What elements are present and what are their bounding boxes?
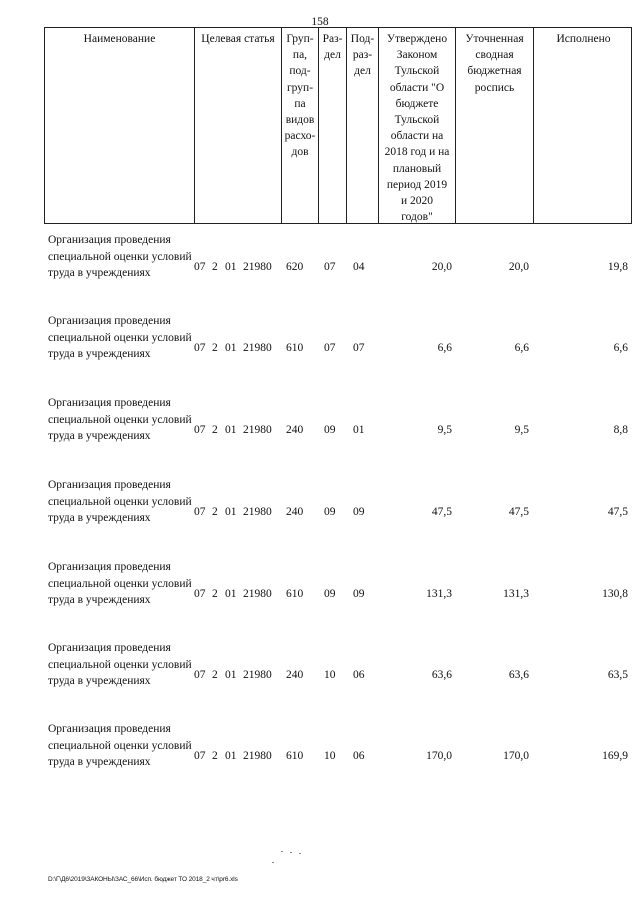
target-article-subprogram: 2 xyxy=(212,342,218,354)
header-line: дел xyxy=(354,65,371,78)
executed-amount: 8,8 xyxy=(613,424,628,436)
target-article-program: 07 xyxy=(194,750,206,762)
header-line: па, xyxy=(292,49,308,62)
row-name: Организация проведения специальной оценки условий труда в учреждениях xyxy=(48,642,192,687)
scan-artifact xyxy=(272,862,274,863)
header-executed: Исполнено xyxy=(556,33,611,45)
expense-group: 240 xyxy=(286,424,304,436)
subsection-code: 06 xyxy=(353,750,365,762)
target-article-program: 07 xyxy=(194,669,206,681)
executed-amount: 47,5 xyxy=(607,506,628,518)
refined-amount: 63,6 xyxy=(508,669,529,681)
header-refined xyxy=(456,28,534,223)
target-article-direction: 21980 xyxy=(243,669,272,681)
approved-amount: 63,6 xyxy=(431,669,452,681)
scan-artifact xyxy=(281,851,283,852)
footer-file-path: D:\Г\Д6\2019\ЗАКОНЫ\ЗАС_66\Исп. бюджет ТО 2018_2 чт\pr6.xls xyxy=(48,876,238,883)
header-line: Под- xyxy=(350,33,375,45)
refined-amount: 170,0 xyxy=(503,750,529,762)
expense-group: 610 xyxy=(286,342,304,354)
header-line: период 2019 xyxy=(386,178,448,191)
refined-amount: 47,5 xyxy=(508,506,529,518)
target-article-program: 07 xyxy=(194,588,206,600)
header-line: области "О xyxy=(389,81,445,94)
refined-amount: 6,6 xyxy=(514,342,529,354)
header-line: Утверждено xyxy=(386,33,448,45)
header-line: видов xyxy=(285,114,315,127)
header-line: дел xyxy=(324,49,341,62)
target-article-direction: 21980 xyxy=(243,424,272,436)
section-code: 07 xyxy=(324,261,336,273)
refined-amount: 9,5 xyxy=(514,424,529,436)
target-article-direction: 21980 xyxy=(243,506,272,518)
header-line: под- xyxy=(289,65,311,78)
header-line: Тульской xyxy=(394,65,440,78)
row-name: Организация проведения специальной оценки условий труда в учреждениях xyxy=(48,723,192,768)
target-article-direction: 21980 xyxy=(243,750,272,762)
row-name: Организация проведения специальной оценки условий труда в учреждениях xyxy=(48,234,192,279)
target-article-subprogram: 2 xyxy=(212,669,218,681)
header-subsection xyxy=(347,28,379,223)
expense-group: 240 xyxy=(286,669,304,681)
expense-group: 610 xyxy=(286,750,304,762)
target-article-event: 01 xyxy=(225,342,237,354)
expense-group: 620 xyxy=(286,261,304,273)
header-line: бюджете xyxy=(395,97,439,110)
target-article-subprogram: 2 xyxy=(212,261,218,273)
header-line: бюджетная xyxy=(467,65,522,78)
executed-amount: 63,5 xyxy=(607,669,628,681)
target-article-direction: 21980 xyxy=(243,588,272,600)
target-article-direction: 21980 xyxy=(243,261,272,273)
table-row xyxy=(44,313,632,393)
section-code: 09 xyxy=(324,424,336,436)
table-header xyxy=(44,27,632,224)
subsection-code: 01 xyxy=(353,424,365,436)
header-group xyxy=(282,28,319,223)
target-article-subprogram: 2 xyxy=(212,424,218,436)
target-article-program: 07 xyxy=(194,342,206,354)
executed-amount: 6,6 xyxy=(613,342,628,354)
section-code: 07 xyxy=(324,342,336,354)
scan-artifact xyxy=(299,853,301,854)
header-line: груп- xyxy=(286,81,314,94)
target-article-program: 07 xyxy=(194,261,206,273)
header-line: Груп- xyxy=(286,33,314,45)
table-row xyxy=(44,640,632,720)
subsection-code: 07 xyxy=(353,342,365,354)
target-article-event: 01 xyxy=(225,669,237,681)
header-line: плановый xyxy=(392,162,442,175)
table-row xyxy=(44,721,632,801)
target-article-direction: 21980 xyxy=(243,342,272,354)
header-line: роспись xyxy=(474,81,515,94)
target-article-event: 01 xyxy=(225,261,237,273)
header-name: Наименование xyxy=(45,28,195,223)
subsection-code: 09 xyxy=(353,588,365,600)
approved-amount: 9,5 xyxy=(437,424,452,436)
header-line: па xyxy=(294,97,306,110)
approved-amount: 20,0 xyxy=(431,261,452,273)
header-approved xyxy=(379,28,456,223)
target-article-program: 07 xyxy=(194,506,206,518)
header-line: раз- xyxy=(352,49,373,62)
header-line: Раз- xyxy=(322,33,343,45)
approved-amount: 131,3 xyxy=(426,588,452,600)
section-code: 10 xyxy=(324,750,336,762)
section-code: 10 xyxy=(324,669,336,681)
target-article-event: 01 xyxy=(225,588,237,600)
row-name: Организация проведения специальной оценки условий труда в учреждениях xyxy=(48,315,192,360)
approved-amount: 6,6 xyxy=(437,342,452,354)
header-line: дов xyxy=(291,146,309,159)
expense-group: 610 xyxy=(286,588,304,600)
executed-amount: 130,8 xyxy=(602,588,628,600)
target-article-event: 01 xyxy=(225,506,237,518)
executed-amount: 19,8 xyxy=(607,261,628,273)
approved-amount: 170,0 xyxy=(426,750,452,762)
subsection-code: 04 xyxy=(353,261,365,273)
target-article-event: 01 xyxy=(225,750,237,762)
header-line: сводная xyxy=(475,49,514,62)
header-line: Тульской xyxy=(394,114,440,127)
row-name: Организация проведения специальной оценки условий труда в учреждениях xyxy=(48,561,192,606)
expense-group: 240 xyxy=(286,506,304,518)
subsection-code: 06 xyxy=(353,669,365,681)
executed-amount: 169,9 xyxy=(602,750,628,762)
table-row xyxy=(44,232,632,312)
table-row xyxy=(44,477,632,557)
target-article-subprogram: 2 xyxy=(212,506,218,518)
subsection-code: 09 xyxy=(353,506,365,518)
page-number: 158 xyxy=(311,16,329,28)
target-article-subprogram: 2 xyxy=(212,750,218,762)
refined-amount: 131,3 xyxy=(503,588,529,600)
header-target-article: Целевая статья xyxy=(195,28,282,223)
approved-amount: 47,5 xyxy=(431,506,452,518)
row-name: Организация проведения специальной оценки условий труда в учреждениях xyxy=(48,397,192,442)
scan-artifact xyxy=(290,852,292,853)
header-line: годов" xyxy=(401,211,433,224)
table-row xyxy=(44,559,632,639)
target-article-program: 07 xyxy=(194,424,206,436)
target-article-subprogram: 2 xyxy=(212,588,218,600)
header-line: области на xyxy=(390,130,444,143)
header-line: расхо- xyxy=(284,130,316,143)
target-article-event: 01 xyxy=(225,424,237,436)
section-code: 09 xyxy=(324,588,336,600)
section-code: 09 xyxy=(324,506,336,518)
refined-amount: 20,0 xyxy=(508,261,529,273)
header-line: и 2020 xyxy=(400,195,434,208)
header-line: Законом xyxy=(396,49,438,62)
header-line: Уточненная xyxy=(465,33,524,45)
header-section xyxy=(319,28,347,223)
header-line: 2018 год и на xyxy=(384,146,450,159)
table-row xyxy=(44,395,632,475)
row-name: Организация проведения специальной оценки условий труда в учреждениях xyxy=(48,479,192,524)
